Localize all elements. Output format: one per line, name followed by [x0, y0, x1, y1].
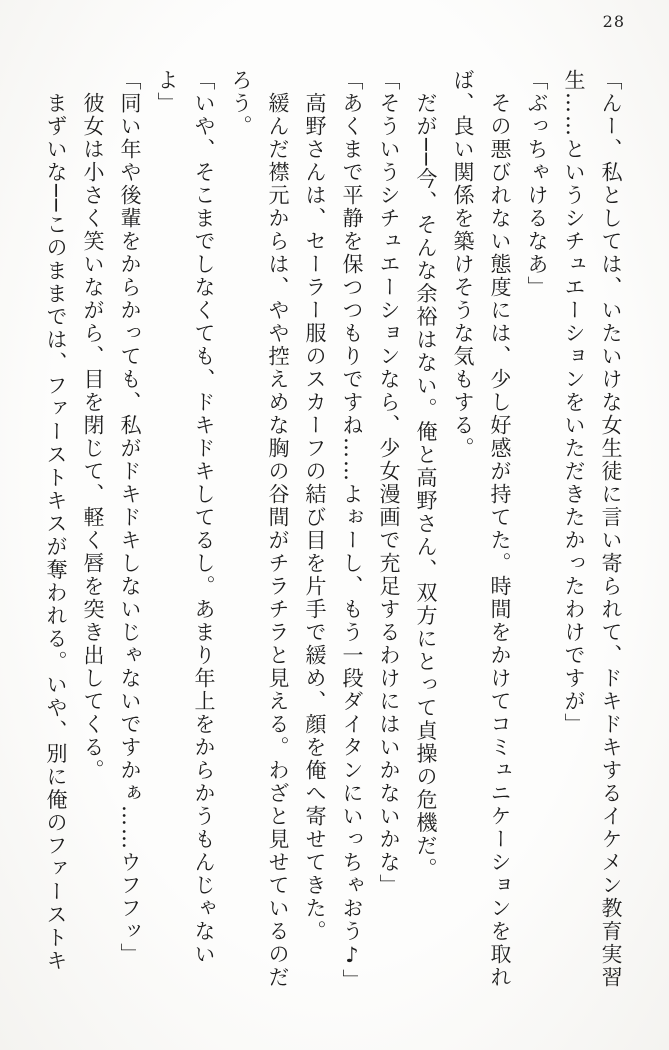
- text-column: 緩んだ襟元からは、やや控えめな胸の谷間がチラチラと見える。わざと見せているのだ: [266, 92, 290, 989]
- text-column: 「同い年や後輩をからかっても、私がドキドキしないじゃないですかぁ……ウフフッ」: [118, 69, 142, 966]
- text-column: よ」: [155, 69, 179, 115]
- text-block: [37, 69, 629, 999]
- text-column: 「んー、私としては、いたいけな女生徒に言い寄られて、ドキドキするイケメン教育実習: [599, 69, 623, 989]
- page-number: 28: [602, 12, 625, 31]
- text-column: ば、良い関係を築けそうな気もする。: [451, 69, 475, 460]
- text-column: だが──今、そんな余裕はない。俺と高野さん、双方にとって貞操の危機だ。: [414, 92, 438, 881]
- text-column: 生……というシチュエーションをいただきたかったわけですが」: [562, 69, 586, 736]
- text-column: まずいな──このままでは、ファーストキスが奪われる。いや、別に俺のファーストキ: [44, 92, 68, 973]
- text-column: 彼女は小さく笑いながら、目を閉じて、軽く唇を突き出してくる。: [81, 92, 105, 782]
- text-column: 「ぶっちゃけるなあ」: [525, 69, 549, 299]
- text-column: ろう。: [229, 69, 253, 138]
- text-column: 「あくまで平静を保つつもりですね……よぉーし、もう一段ダイタンにいっちゃおう♪」: [340, 69, 364, 992]
- text-column: 「いや、そこまでしなくても、ドキドキしてるし。あまり年上をからかうもんじゃない: [192, 69, 216, 966]
- text-column: 「そういうシチュエーションなら、少女漫画で充足するわけにはいかないかな」: [377, 69, 401, 897]
- text-column: 高野さんは、セーラー服のスカーフの結び目を片手で緩め、顔を俺へ寄せてきた。: [303, 92, 327, 943]
- text-column: その悪びれない態度には、少し好感が持てた。時間をかけてコミュニケーションを取れ: [488, 92, 512, 989]
